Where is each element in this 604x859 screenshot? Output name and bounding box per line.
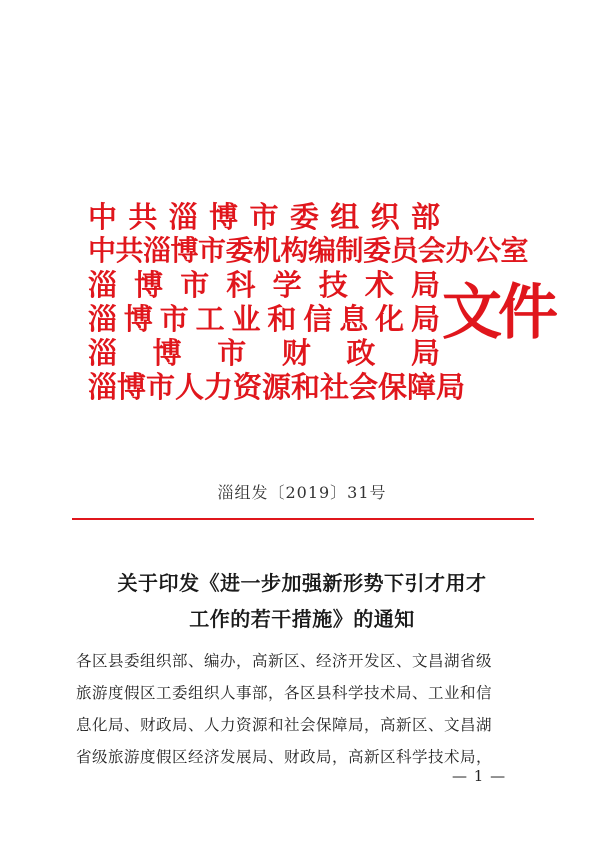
notice-title-line-1: 关于印发《进一步加强新形势下引才用才 xyxy=(117,571,487,595)
notice-body xyxy=(76,645,536,773)
issuer-name: 淄博市工业和信息化局 xyxy=(88,302,440,336)
issuer-name: 中共淄博市委机构编制委员会办公室 xyxy=(88,234,529,267)
body-line: 旅游度假区工委组织人事部，各区县科学技术局、工业和信 xyxy=(76,684,493,702)
notice-title-line-2: 工作的若干措施》的通知 xyxy=(189,607,415,631)
issuer-name: 淄博市人力资源和社会保障局 xyxy=(88,370,466,404)
body-line: 息化局、财政局、人力资源和社会保障局，高新区、文昌湖 xyxy=(76,716,493,734)
issuer-name: 中共淄博市委组织部 xyxy=(88,200,440,234)
document-suffix: 文件 xyxy=(442,278,554,348)
issuer-name: 淄博市科学技术局 xyxy=(88,268,440,302)
red-divider-line xyxy=(72,518,534,520)
body-line: 省级旅游度假区经济发展局、财政局，高新区科学技术局， xyxy=(76,748,493,766)
page-number: — 1 — xyxy=(452,767,507,785)
body-line: 各区县委组织部、编办，高新区、经济开发区、文昌湖省级 xyxy=(76,652,493,670)
issuer-name: 淄博市财政局 xyxy=(88,336,440,370)
document-number: 淄组发〔2019〕31号 xyxy=(217,483,387,502)
